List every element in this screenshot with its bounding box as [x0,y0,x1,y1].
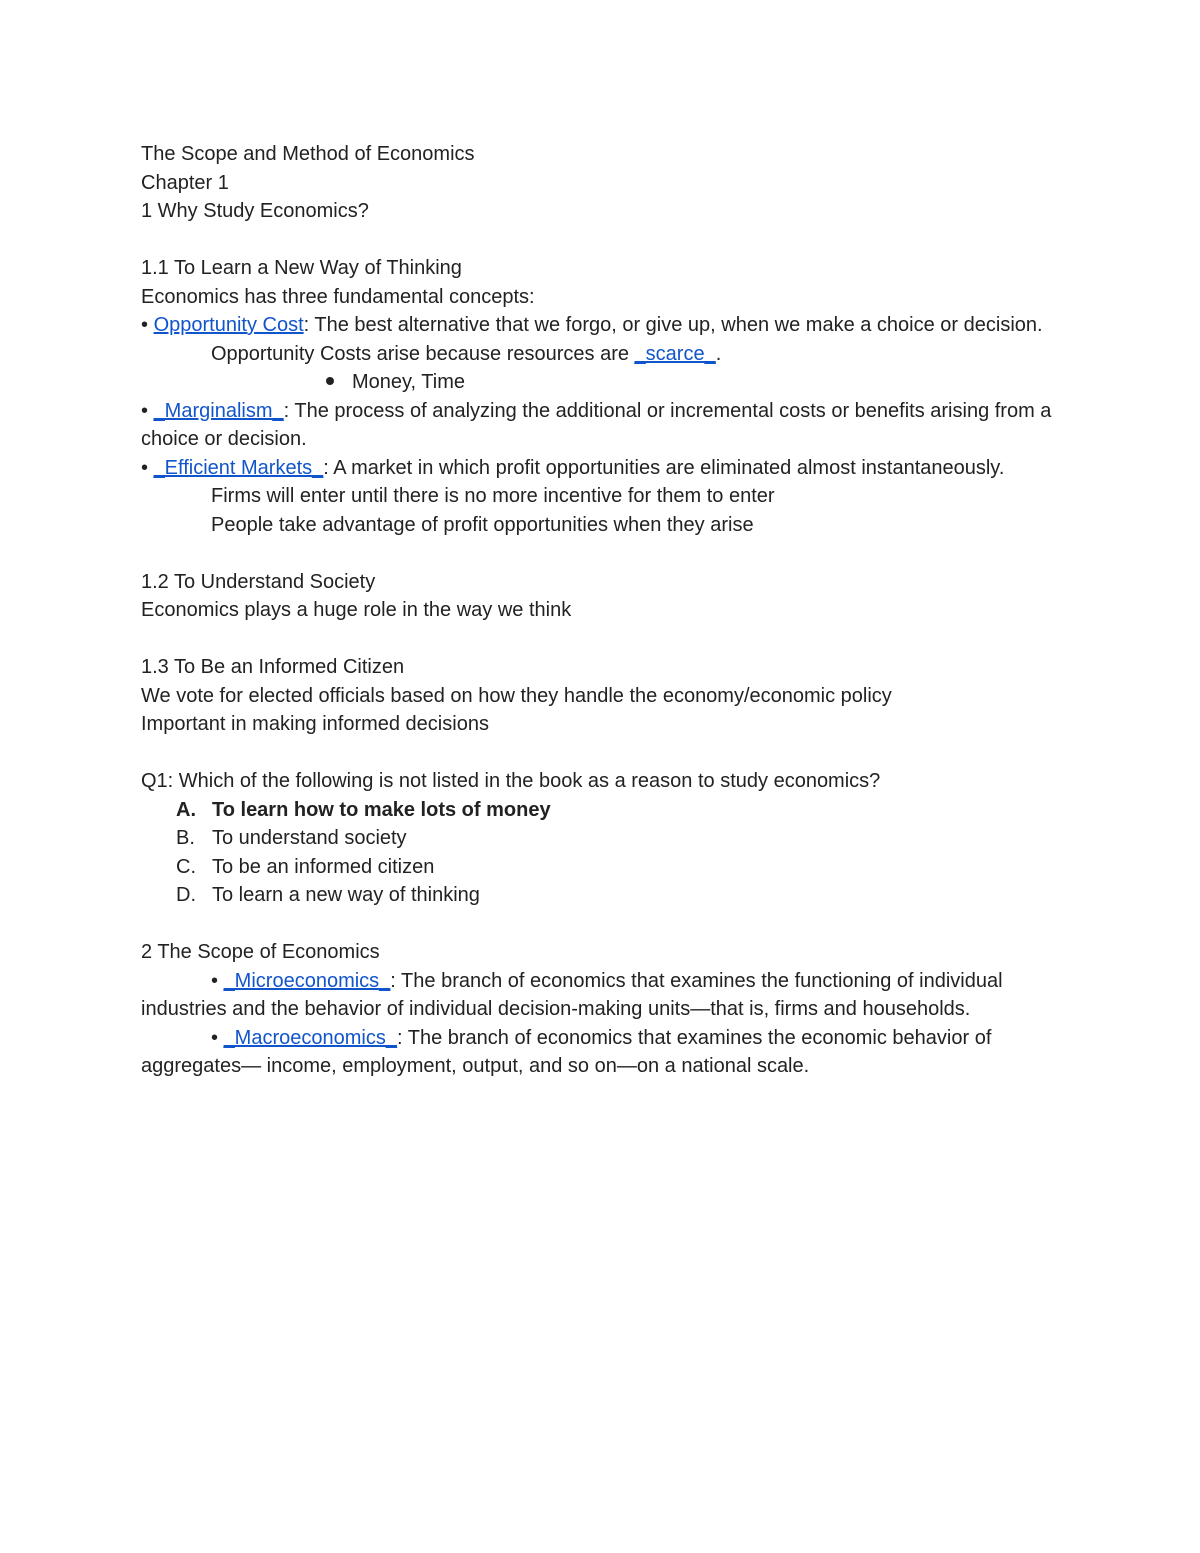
section-1-3-text-2: Important in making informed decisions [141,713,489,735]
section-1-2-text: Economics plays a huge role in the way we think [141,599,572,621]
option-text: To learn how to make lots of money [212,798,551,821]
concept-definition: : The process of analyzing the additional or incremental costs or benefits arising from a choice or decision. [141,399,1052,450]
spacer [141,625,1071,654]
opportunity-cost-example [141,368,1071,397]
section-1-heading: 1 Why Study Economics? [141,200,369,222]
concept-definition: : The best alternative that we forgo, or give up, when we make a choice or decision. [303,314,1043,336]
bullet: • [211,969,224,992]
bullet: • [141,314,154,336]
example-text: Money, Time [352,371,465,393]
section-1-2-heading: 1.2 To Understand Society [141,570,376,593]
question-1: Q1: Which of the following is not listed in the book as a reason to study economics? [141,770,881,792]
bullet: • [141,399,154,422]
answer-option-c [141,853,1071,882]
note-text: . [715,342,722,365]
section-2-heading: 2 The Scope of Economics [141,941,380,963]
answer-option-a [141,796,1071,825]
efficient-markets-note-2: People take advantage of profit opportunities when they arise [211,513,754,536]
answer-option-b [141,824,1071,853]
document-page [141,140,1071,1081]
bullet: • [141,456,154,479]
efficient-markets-note-1: Firms will enter until there is no more incentive for them to enter [211,485,775,507]
doc-title: The Scope and Method of Economics [141,143,475,165]
link-marginalism[interactable]: _Marginalism_ [153,399,284,422]
answer-option-d [141,881,1071,910]
bullet: • [211,1026,224,1049]
spacer [141,226,1071,255]
option-text: To learn a new way of thinking [212,884,480,906]
section-1-1-heading: 1.1 To Learn a New Way of Thinking [141,257,462,279]
link-scarce[interactable]: _scarce_ [634,342,716,365]
concept-definition: : The branch of economics that examines the economic behavior of aggregates— income, employment, output, and so on—on a national scale. [141,1026,992,1077]
note-text: Opportunity Costs arise because resources are [211,342,635,365]
option-letter: B. [176,827,195,849]
option-text: To understand society [212,827,407,849]
concept-efficient-markets [141,454,1071,483]
chapter-label: Chapter 1 [141,171,229,194]
concept-opportunity-cost [141,311,1071,340]
section-1-3-heading: 1.3 To Be an Informed Citizen [141,656,405,678]
link-macroeconomics[interactable]: _Macroeconomics_ [223,1026,397,1049]
concept-microeconomics [141,967,1071,1024]
spacer [141,910,1071,939]
link-microeconomics[interactable]: _Microeconomics_ [223,969,391,992]
concept-marginalism [141,397,1071,454]
option-text: To be an informed citizen [212,855,435,878]
spacer [141,739,1071,768]
concept-definition: : A market in which profit opportunities are eliminated almost instantaneously. [323,456,1005,479]
option-letter: D. [176,884,196,906]
section-1-3-text-1: We vote for elected officials based on how they handle the economy/economic policy [141,684,892,707]
link-opportunity-cost[interactable]: Opportunity Cost [153,314,304,336]
concept-macroeconomics [141,1024,1071,1081]
spacer [141,539,1071,568]
concept-definition: : The branch of economics that examines the functioning of individual industries and the behavior of individual decision-making units—that is, firms and households. [141,969,1003,1020]
bullet-dot-icon [326,377,334,385]
link-efficient-markets[interactable]: _Efficient Markets_ [153,456,324,479]
option-letter: A. [176,798,196,821]
option-letter: C. [176,855,196,878]
opportunity-cost-note [141,340,1071,369]
section-1-1-intro: Economics has three fundamental concepts: [141,285,535,308]
